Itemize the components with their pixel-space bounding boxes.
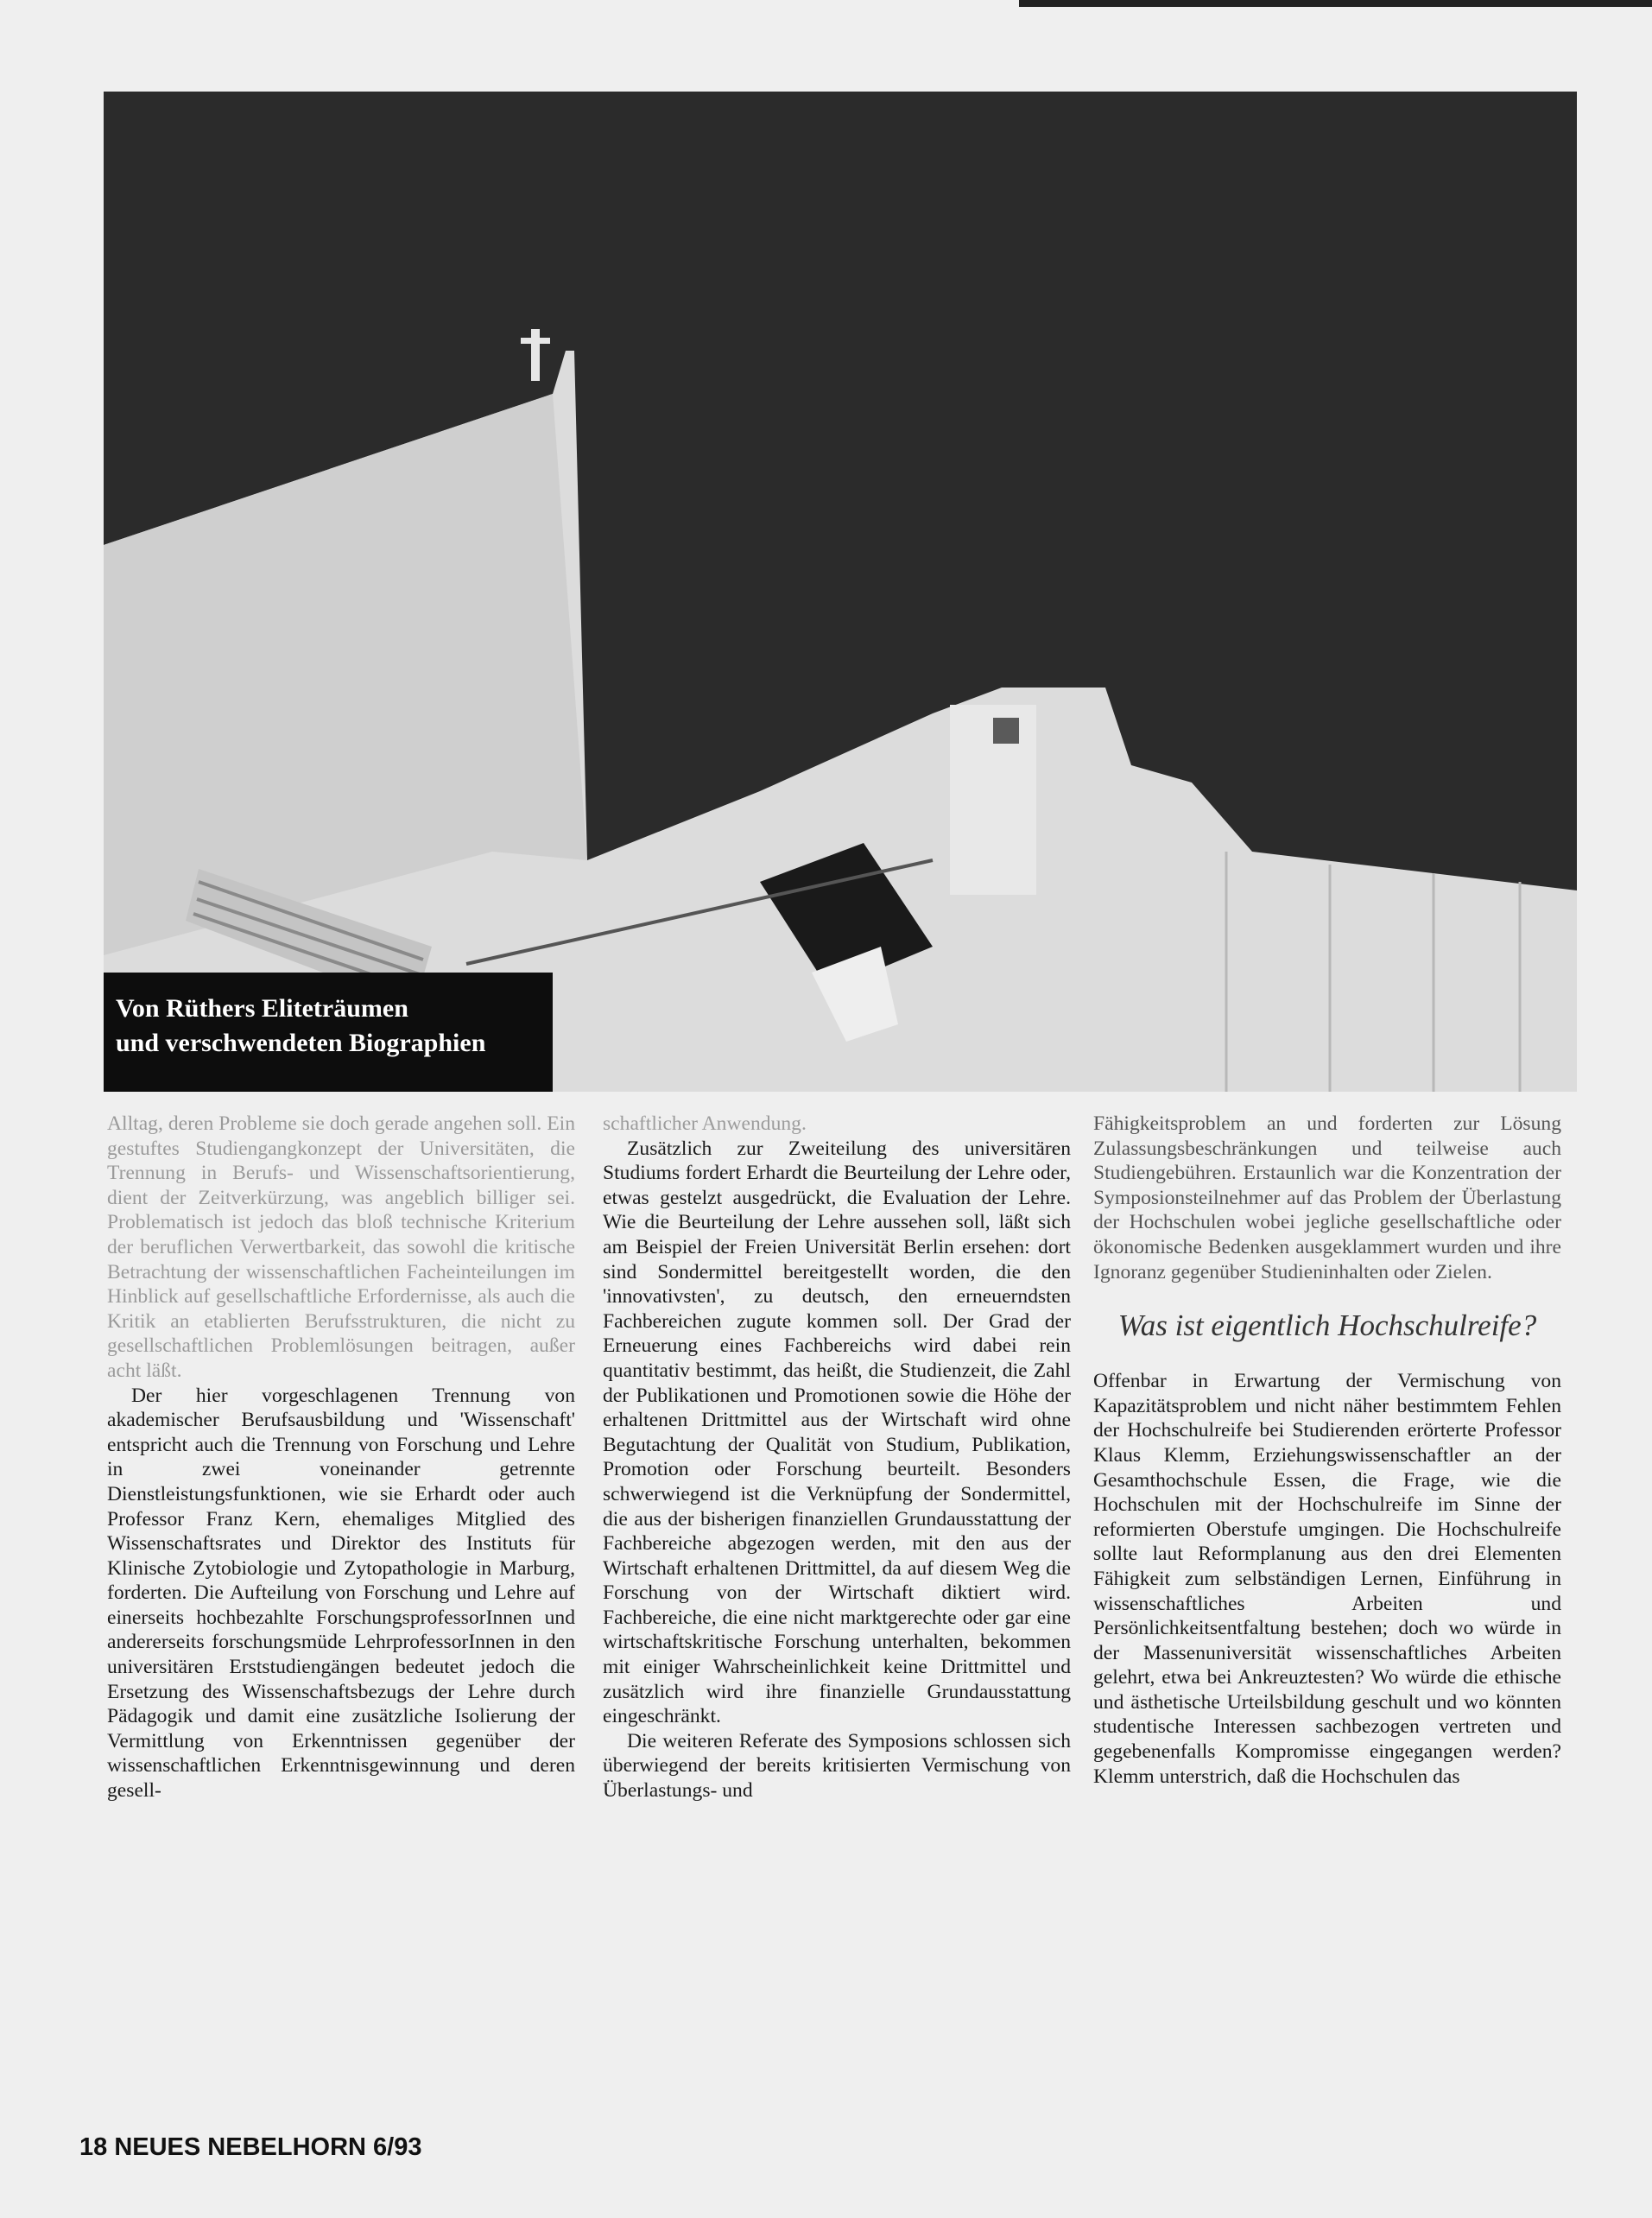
caption-line-1: Von Rüthers Eliteträumen [116, 994, 408, 1023]
col1-paragraph-2: Der hier vorgeschlagenen Trennung von akademischer Berufsausbildung und 'Wissenschaft' entspricht auch die Trennung von Forschung und Lehre in zwei voneinander getrennte Dienstleistungsfunktionen, wie sie Erhardt oder auch Professor Franz Kern, ehemaliges Mitglied des Wissenschaftsrates und Direktor des Instituts für Klinische Zytobiologie und Zytopathologie in Marburg, forderten. Die Aufteilung von Forschung und Lehre auf einerseits hochbezahlte ForschungsprofessorInnen und andererseits forschungsmüde LehrprofessorInnen in den universitären Erststudiengängen bedeutet jedoch die Ersetzung des Wissenschaftsbezugs der Lehre durch Pädagogik und damit eine zusätzliche Isolierung der Vermittlung von Erkenntnissen gegenüber der wissenschaftlichen Erkenntnisgewinnung und deren gesell- [107, 1384, 575, 1803]
text-column-2 [603, 1112, 1071, 1803]
col2-paragraph-3: Die weiteren Referate des Symposions schlossen sich überwiegend der bereits kritisierten Vermischung von Überlastungs- und [603, 1729, 1071, 1803]
top-edge-strip [1019, 0, 1652, 7]
building-photo-illustration [104, 92, 1577, 1092]
col2-paragraph-1: schaftlicher Anwendung. [603, 1112, 807, 1135]
article-photo [104, 92, 1577, 1092]
col3-paragraph-2: Offenbar in Erwartung der Vermischung von Kapazitätsproblem und nicht näher bestimmtem Fehlen der Hochschulreife bei Studierenden erörterte Professor Klaus Klemm, Erziehungswissenschaftler an der Gesamthochschule Essen, die Frage, wie die Hochschulen mit der Hochschulreife im Sinne der reformierten Oberstufe umgingen. Die Hochschulreife sollte laut Reformplanung aus den drei Elementen Fähigkeit zum selbständigen Lernen, Einführung in wissenschaftliches Arbeiten und Persönlichkeitsentfaltung bestehen; doch wo würde in der Massenuniversität wissenschaftliches Arbeiten gelehrt, etwa bei Ankreuztesten? Wo würde die ethische und ästhetische Urteilsbildung geschult und wo könnten studentische Interessen sachbezogen vertreten und gegebenenfalls Kompromisse eingegangen werden? Klemm unterstrich, daß die Hochschulen das [1093, 1370, 1561, 1788]
text-column-1 [107, 1112, 575, 1803]
caption-line-2: und verschwendeten Biographien [116, 1029, 486, 1057]
section-heading: Was ist eigentlich Hochschulreife? [1117, 1309, 1537, 1343]
col1-paragraph-1: Alltag, deren Probleme sie doch gerade angehen soll. Ein gestuftes Studiengangkonzept der Universitäten, die Trennung in Berufs- und Wissenschaftsorientierung, dient der Zeitverkürzung, was angeblich billiger sei. Problematisch ist jedoch das bloß technische Kriterium der beruflichen Verwertbarkeit, das sowohl die kritische Betrachtung der wissenschaftlichen Facheinteilungen im Hinblick auf gesellschaftliche Erfordernisse, als auch die Kritik an etablierten Berufsstrukturen, die nicht zu gesellschaftlichen Problemlösungen beitragen, außer acht läßt. [107, 1112, 575, 1382]
photo-caption [104, 973, 553, 1092]
col2-paragraph-2: Zusätzlich zur Zweiteilung des universitären Studiums fordert Erhardt die Beurteilung der Lehre oder, etwas gestelzt ausgedrückt, die Evaluation der Lehre. Wie die Beurteilung der Lehre aussehen soll, läßt sich am Beispiel der Freien Universität Berlin ersehen: dort sind Sondermittel bereitgestellt worden, die den 'innovativsten', zu deutsch, den erneuerndsten Fachbereichen zugute kommen soll. Der Grad der Erneuerung eines Fachbereichs wird dabei rein quantitativ bestimmt, das heißt, die Studienzeit, die Zahl der Publikationen und Promotionen sowie die Höhe der erhaltenen Drittmittel aus der Wirtschaft wird ohne Begutachtung der Qualität von Studium, Publikation, Promotion oder Forschung beurteilt. Besonders schwerwiegend ist die Verknüpfung der Sondermittel, die aus der bisherigen finanziellen Grundausstattung der Fachbereiche abgezogen werden, mit den aus der Wirtschaft erhaltenen Drittmittel, da auf diesem Weg die Forschung von der Wirtschaft diktiert wird. Fachbereiche, die eine nicht marktgerechte oder gar eine wirtschaftskritische Forschung unterhalten, bekommen mit einiger Wahrscheinlichkeit keine Drittmittel und zusätzlich wird ihre finanzielle Grundausstattung eingeschränkt. [603, 1137, 1071, 1728]
text-column-3 [1093, 1112, 1561, 1789]
col3-paragraph-1: Fähigkeitsproblem an und forderten zur Lösung Zulassungsbeschränkungen und teilweise auch Studiengebühren. Erstaunlich war die Konzentration der Symposionsteilnehmer auf das Problem der Überlastung der Hochschulen wobei jegliche gesellschaftliche oder ökonomische Bedenken ausgeklammert wurden und ihre Ignoranz gegenüber Studieninhalten oder Zielen. [1093, 1112, 1561, 1283]
page-footer: 18 NEUES NEBELHORN 6/93 [79, 2133, 422, 2161]
